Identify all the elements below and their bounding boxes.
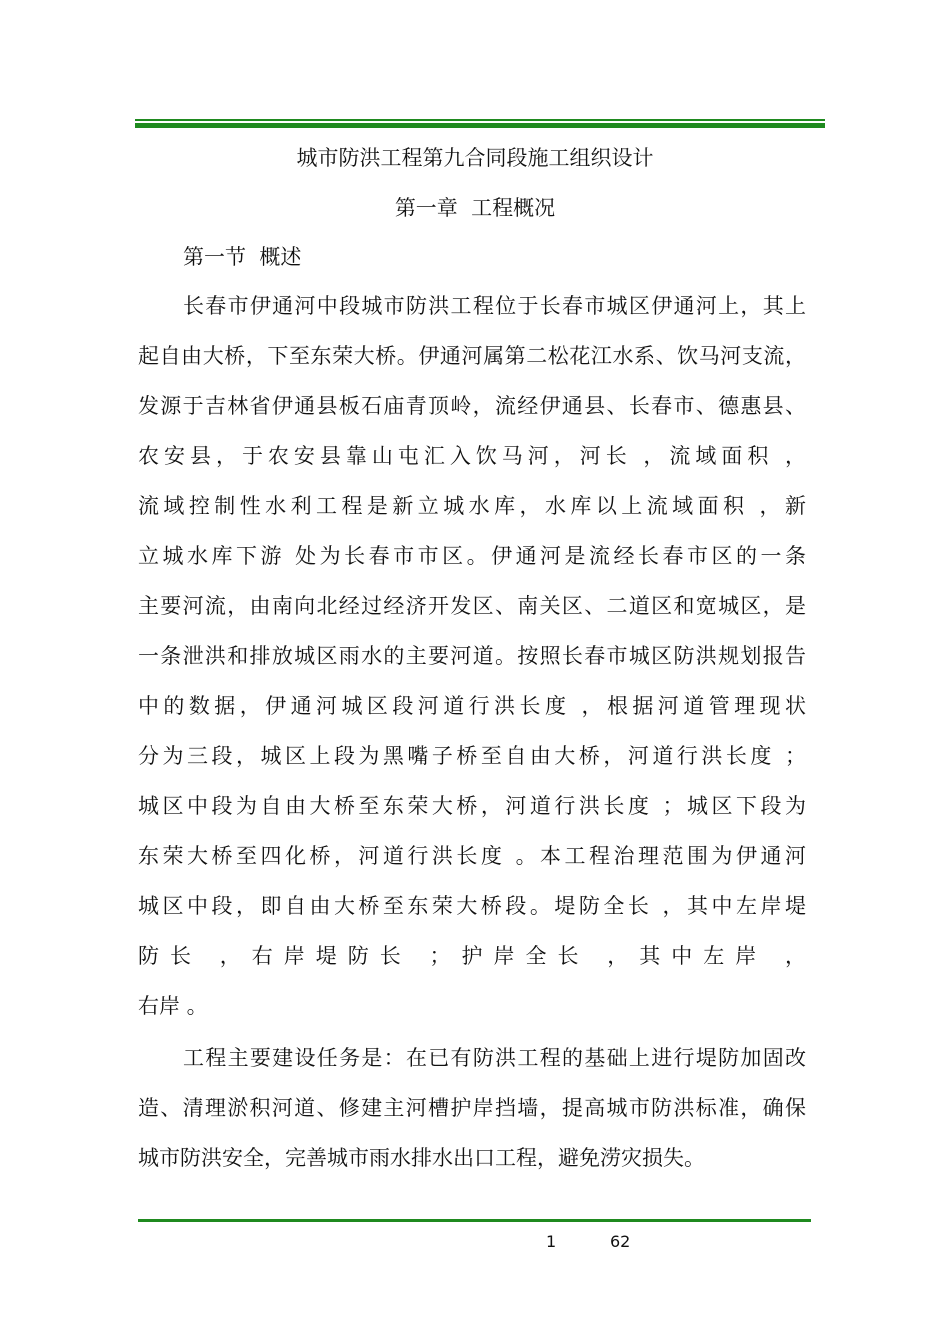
body-line: 城市防洪安全，完善城市雨水排水出口工程，避免涝灾损失。 (138, 1146, 705, 1170)
header-rule-thick (135, 123, 825, 128)
body-line: 防长 ，右岸堤防长 ；护岸全长 ，其中左岸 ， (138, 944, 806, 968)
page-total: 62 (610, 1232, 631, 1251)
page-number: 1 (546, 1232, 557, 1251)
body-line: 城区中段，即自由大桥至东荣大桥段。堤防全长 ，其中左岸堤 (138, 894, 806, 918)
document-title: 城市防洪工程第九合同段施工组织设计 (296, 146, 654, 170)
header-rule-thin (135, 119, 825, 121)
body-line: 立城水库下游 处为长春市市区。伊通河是流经长春市区的一条 (138, 544, 806, 568)
body-line: 工程主要建设任务是：在已有防洪工程的基础上进行堤防加固改 (183, 1046, 806, 1070)
body-line: 发源于吉林省伊通县板石庙青顶岭，流经伊通县、长春市、德惠县、 (138, 394, 806, 418)
body-line: 起自由大桥，下至东荣大桥。伊通河属第二松花江水系、饮马河支流， (138, 344, 806, 368)
body-line: 右岸 。 (138, 994, 208, 1018)
body-line: 农安县，于农安县靠山屯汇入饮马河，河长 ，流域面积 ， (138, 444, 806, 468)
body-line: 一条泄洪和排放城区雨水的主要河道。按照长春市城区防洪规划报告 (138, 644, 806, 668)
body-line: 造、清理淤积河道、修建主河槽护岸挡墙，提高城市防洪标准，确保 (138, 1096, 806, 1120)
body-line: 长春市伊通河中段城市防洪工程位于长春市城区伊通河上，其上 (183, 294, 806, 318)
body-line: 中的数据，伊通河城区段河道行洪长度 ，根据河道管理现状 (138, 694, 806, 718)
footer-rule (138, 1219, 811, 1222)
body-line: 城区中段为自由大桥至东荣大桥，河道行洪长度 ；城区下段为 (138, 794, 806, 818)
body-line: 东荣大桥至四化桥，河道行洪长度 。本工程治理范围为伊通河 (138, 844, 806, 868)
section-heading: 第一节 概述 (183, 245, 302, 269)
chapter-heading: 第一章 工程概况 (394, 196, 556, 220)
body-line: 流域控制性水利工程是新立城水库，水库以上流域面积 ，新 (138, 494, 806, 518)
body-line: 主要河流，由南向北经过经济开发区、南关区、二道区和宽城区，是 (138, 594, 806, 618)
body-line: 分为三段，城区上段为黑嘴子桥至自由大桥，河道行洪长度 ； (138, 744, 806, 768)
